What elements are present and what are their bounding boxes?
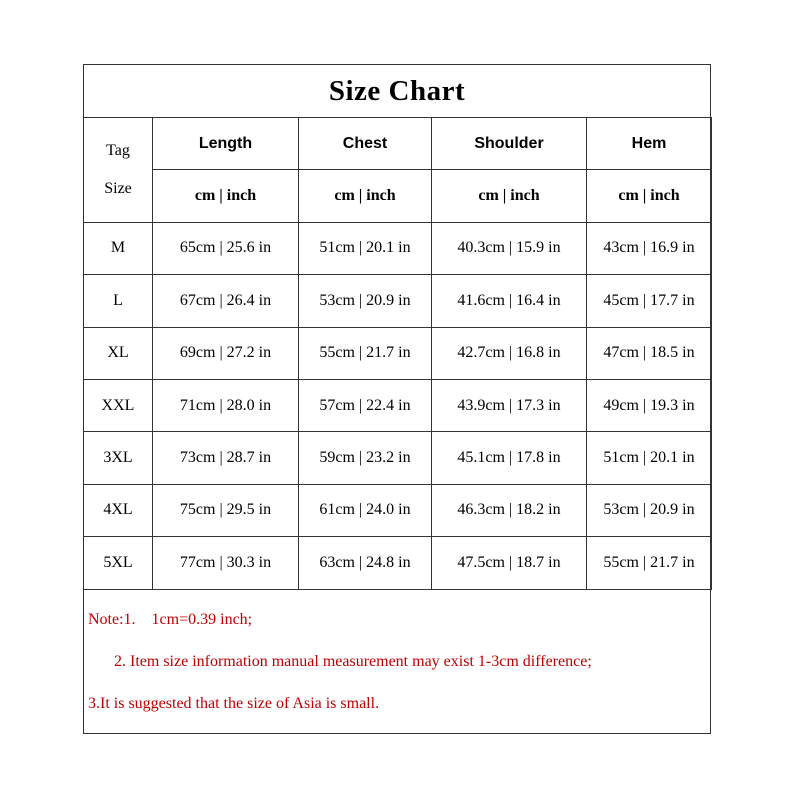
- shoulder-cell: 41.6cm | 16.4 in: [432, 275, 587, 327]
- note-line-2: 2. Item size information manual measurement may exist 1-3cm difference;: [114, 653, 592, 670]
- note-line-3: 3.It is suggested that the size of Asia is small.: [88, 695, 380, 712]
- chest-cell: 53cm | 20.9 in: [299, 275, 432, 327]
- size-cell: 4XL: [84, 484, 153, 536]
- chest-cell: 61cm | 24.0 in: [299, 484, 432, 536]
- hem-cell: 53cm | 20.9 in: [587, 484, 712, 536]
- chest-cell: 57cm | 22.4 in: [299, 379, 432, 431]
- size-cell: M: [84, 222, 153, 274]
- column-header-length: Length: [153, 118, 299, 170]
- note-line-1: Note:1. 1cm=0.39 inch;: [88, 611, 253, 628]
- length-cell: 75cm | 29.5 in: [153, 484, 299, 536]
- shoulder-cell: 43.9cm | 17.3 in: [432, 379, 587, 431]
- size-table: [83, 117, 712, 590]
- unit-hem: cm | inch: [587, 170, 712, 222]
- size-cell: XXL: [84, 379, 153, 431]
- chest-cell: 63cm | 24.8 in: [299, 537, 432, 589]
- hem-cell: 47cm | 18.5 in: [587, 327, 712, 379]
- table-row: [84, 432, 712, 484]
- table-row: [84, 327, 712, 379]
- shoulder-cell: 45.1cm | 17.8 in: [432, 432, 587, 484]
- tag-size-header: [84, 118, 153, 223]
- chest-cell: 55cm | 21.7 in: [299, 327, 432, 379]
- tag-size-label-1: Tag: [106, 141, 130, 159]
- unit-row: [84, 170, 712, 222]
- hem-cell: 43cm | 16.9 in: [587, 222, 712, 274]
- table-row: [84, 379, 712, 431]
- hem-cell: 45cm | 17.7 in: [587, 275, 712, 327]
- length-cell: 65cm | 25.6 in: [153, 222, 299, 274]
- length-cell: 73cm | 28.7 in: [153, 432, 299, 484]
- table-row: [84, 222, 712, 274]
- shoulder-cell: 42.7cm | 16.8 in: [432, 327, 587, 379]
- tag-size-label-2: Size: [104, 179, 132, 197]
- size-cell: 5XL: [84, 537, 153, 589]
- unit-shoulder: cm | inch: [432, 170, 587, 222]
- shoulder-cell: 40.3cm | 15.9 in: [432, 222, 587, 274]
- shoulder-cell: 46.3cm | 18.2 in: [432, 484, 587, 536]
- table-row: [84, 537, 712, 589]
- unit-chest: cm | inch: [299, 170, 432, 222]
- column-header-chest: Chest: [299, 118, 432, 170]
- size-cell: XL: [84, 327, 153, 379]
- chart-title: Size Chart: [84, 65, 710, 118]
- hem-cell: 51cm | 20.1 in: [587, 432, 712, 484]
- length-cell: 77cm | 30.3 in: [153, 537, 299, 589]
- size-cell: 3XL: [84, 432, 153, 484]
- length-cell: 67cm | 26.4 in: [153, 275, 299, 327]
- hem-cell: 55cm | 21.7 in: [587, 537, 712, 589]
- shoulder-cell: 47.5cm | 18.7 in: [432, 537, 587, 589]
- length-cell: 71cm | 28.0 in: [153, 379, 299, 431]
- table-row: [84, 275, 712, 327]
- size-chart: [83, 64, 711, 734]
- size-cell: L: [84, 275, 153, 327]
- hem-cell: 49cm | 19.3 in: [587, 379, 712, 431]
- unit-length: cm | inch: [153, 170, 299, 222]
- table-row: [84, 484, 712, 536]
- column-header-hem: Hem: [587, 118, 712, 170]
- length-cell: 69cm | 27.2 in: [153, 327, 299, 379]
- chest-cell: 59cm | 23.2 in: [299, 432, 432, 484]
- chest-cell: 51cm | 20.1 in: [299, 222, 432, 274]
- header-row: [84, 118, 712, 170]
- column-header-shoulder: Shoulder: [432, 118, 587, 170]
